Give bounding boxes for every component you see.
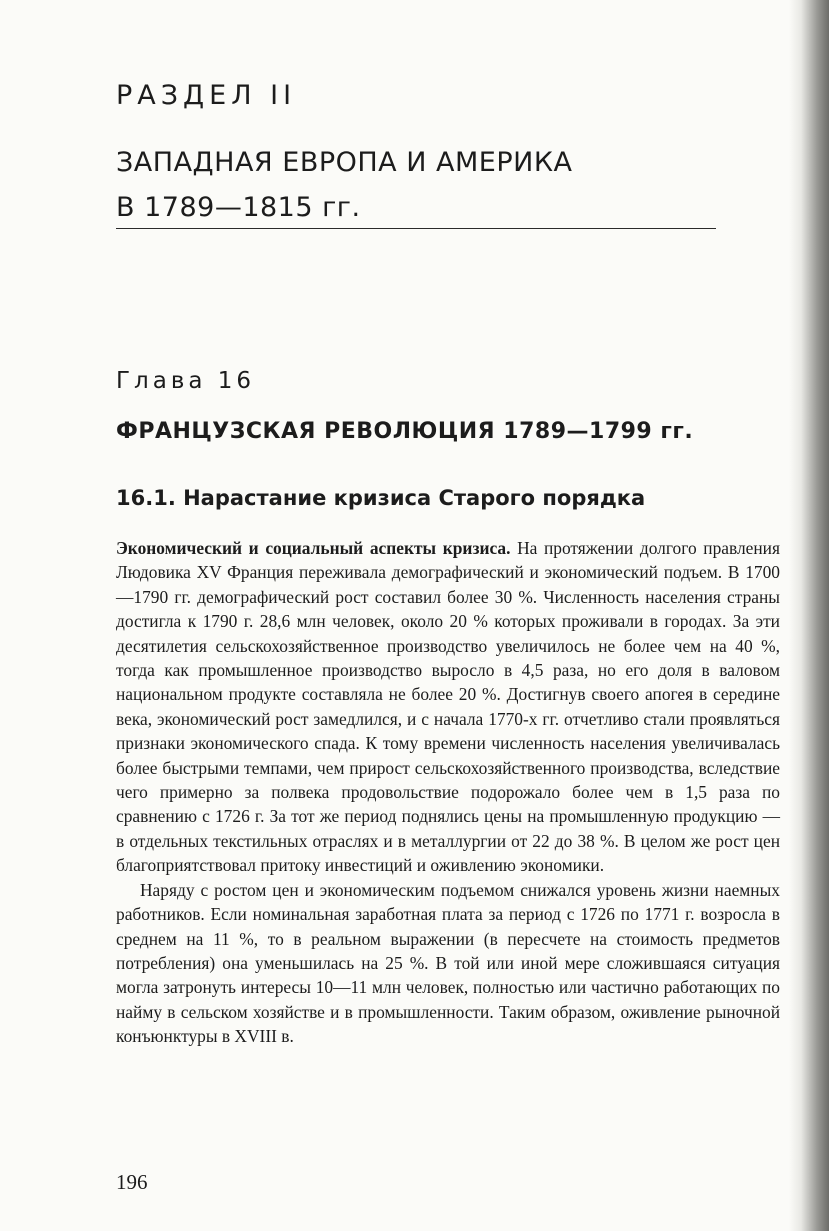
paragraph-2: Наряду с ростом цен и экономическим подъемом снижался уровень жизни наемных работников. Если номинальная заработная плата за период с 1726 по 1771 г. возросла в среднем на 11 %, то в реальном выражении (в пересчете на стоимость предметов потребления) она уменьшилась на 25 %. В той или иной мере сложившаяся ситуация могла затронуть интересы 10—11 млн человек, полностью или частично работающих по найму в сельском хозяйстве и в промышленности. Таким образом, оживление рыночной конъюнктуры в XVIII в. bbox=[116, 879, 780, 1047]
chapter-title: ФРАНЦУЗСКАЯ РЕВОЛЮЦИЯ 1789—1799 гг. bbox=[116, 419, 694, 444]
page-number: 196 bbox=[116, 1170, 148, 1194]
section-title-line2: В 1789—1815 гг. bbox=[116, 192, 361, 223]
chapter-label: Глава 16 bbox=[116, 368, 256, 394]
section-title-line1: ЗАПАДНАЯ ЕВРОПА И АМЕРИКА bbox=[116, 147, 573, 178]
paragraph-1-text: На протяжении долгого правления Людовика XV Франция переживала демографический и экономический подъем. В 1700—1790 гг. демографический рост составил более 30 %. Численность населения страны достигла к 1790 г. 28,6 млн человек, около 20 % которых проживали в городах. За эти десятилетия сельскохозяйственное производство увеличилось не более чем на 40 %, тогда как промышленное производство выросло в 4,5 раза, но его доля в валовом национальном продукте составляла не более 20 %. Достигнув своего апогея в середине века, экономический рост замедлился, и с начала 1770-х гг. отчетливо стали проявляться признаки экономического спада. К тому времени численность населения увеличивалась более быстрыми темпами, чем прирост сельскохозяйственного производства, вследствие чего примерно за полвека продовольствие подорожало более чем в 1,5 раза по сравнению с 1726 г. За тот же период поднялись цены на промышленную продукцию — в отдельных текстильных отраслях и в металлургии от 22 до 38 %. В целом же рост цен благоприятствовал притоку инвестиций и оживлению экономики. bbox=[116, 538, 780, 876]
paragraph-lead: Экономический и социальный аспекты кризиса. bbox=[116, 538, 511, 558]
paragraph-1 bbox=[116, 536, 780, 878]
page-edge-shadow bbox=[789, 0, 829, 1231]
section-title bbox=[116, 140, 716, 230]
body-text bbox=[116, 536, 780, 1049]
section-divider bbox=[116, 228, 716, 229]
section-label: РАЗДЕЛ II bbox=[116, 80, 297, 111]
subsection-title: 16.1. Нарастание кризиса Старого порядка bbox=[116, 486, 646, 510]
